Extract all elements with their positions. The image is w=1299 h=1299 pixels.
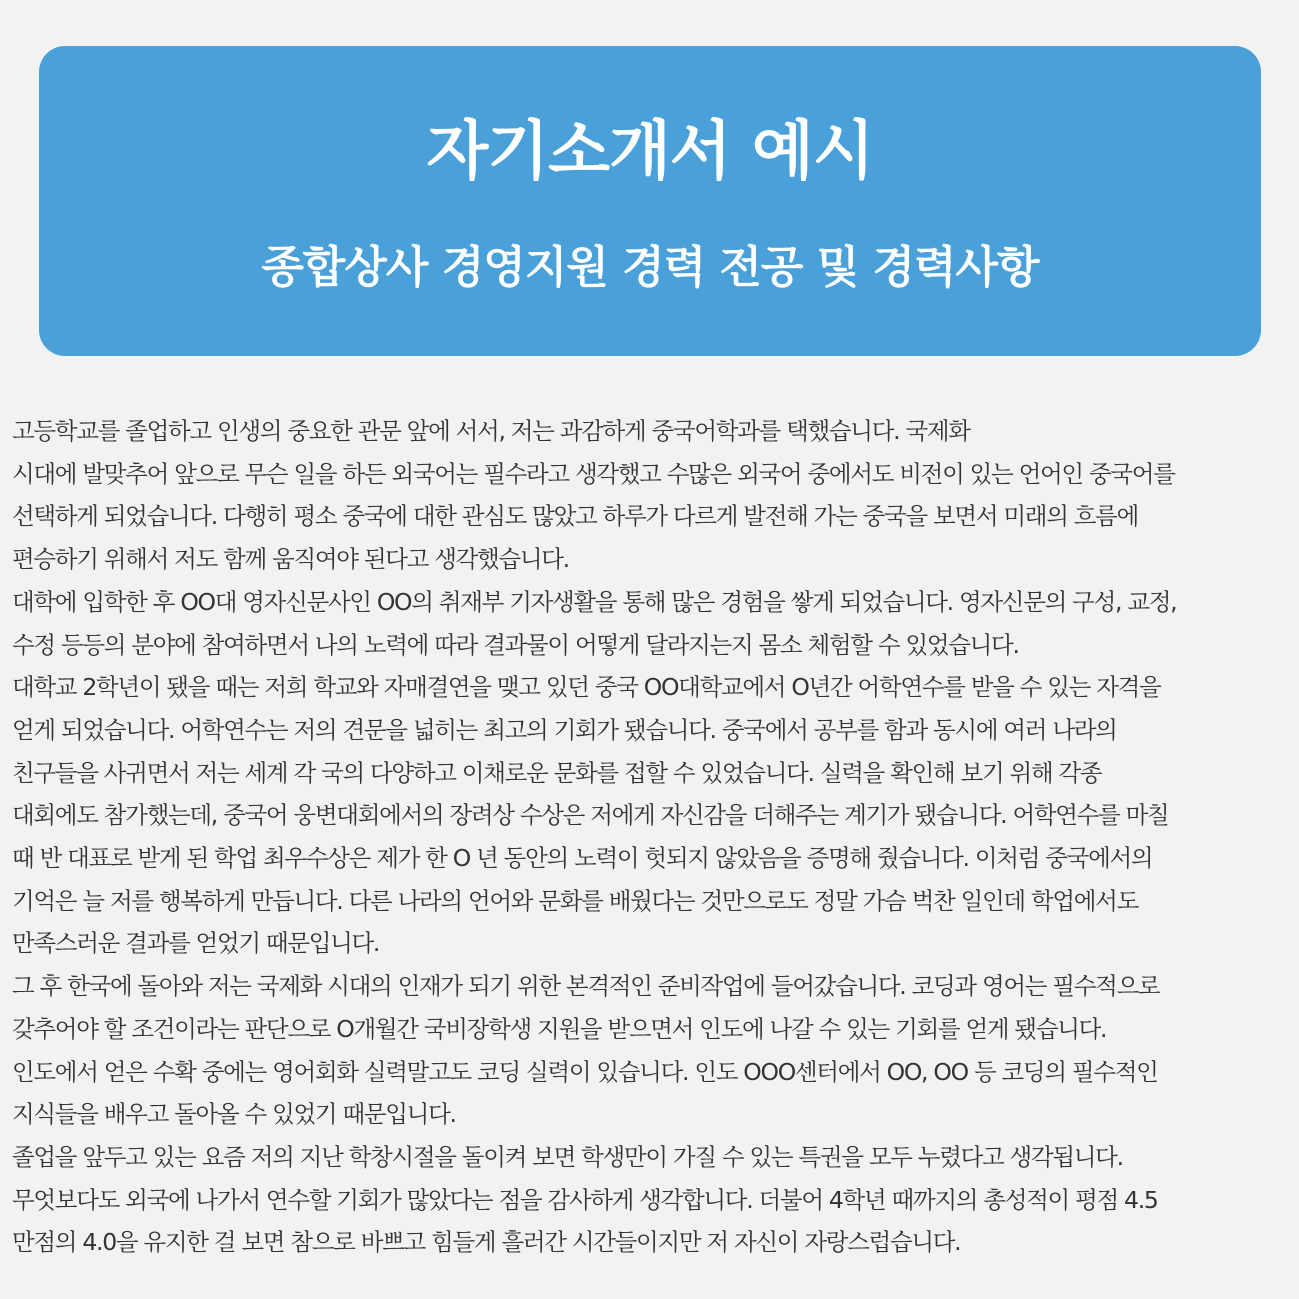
essay-line: 고등학교를 졸업하고 인생의 중요한 관문 앞에 서서, 저는 과감하게 중국어학과를 택했습니다. 국제화 bbox=[12, 417, 970, 445]
essay-line: 인도에서 얻은 수확 중에는 영어회화 실력말고도 코딩 실력이 있습니다. 인도 OOO센터에서 OO, OO 등 코딩의 필수적인 bbox=[12, 1057, 1158, 1086]
essay-line: 만족스러운 결과를 얻었기 때문입니다. bbox=[12, 929, 380, 958]
essay-line: 대회에도 참가했는데, 중국어 웅변대회에서의 장려상 수상은 저에게 자신감을 더해주는 계기가 됐습니다. 어학연수를 마칠 bbox=[12, 801, 1169, 830]
essay-line: 친구들을 사귀면서 저는 세계 각 국의 다양하고 이채로운 문화를 접할 수 있었습니다. 실력을 확인해 보기 위해 각종 bbox=[12, 758, 1102, 787]
essay-line: 시대에 발맞추어 앞으로 무슨 일을 하든 외국어는 필수라고 생각했고 수많은 외국어 중에서도 비전이 있는 언어인 중국어를 bbox=[12, 459, 1175, 488]
essay-line: 때 반 대표로 받게 된 학업 최우수상은 제가 한 O 년 동안의 노력이 헛되지 않았음을 증명해 줬습니다. 이처럼 중국에서의 bbox=[12, 844, 1153, 873]
essay-line: 대학에 입학한 후 OO대 영자신문사인 OO의 취재부 기자생활을 통해 많은 경험을 쌓게 되었습니다. 영자신문의 구성, 교정, bbox=[12, 587, 1177, 616]
essay-line: 만점의 4.0을 유지한 걸 보면 참으로 바쁘고 힘들게 흘러간 시간들이지만 저 자신이 자랑스럽습니다. bbox=[12, 1228, 961, 1257]
essay-body bbox=[12, 410, 1287, 1264]
essay-line: 무엇보다도 외국에 나가서 연수할 기회가 많았다는 점을 감사하게 생각합니다. 더불어 4학년 때까지의 총성적이 평점 4.5 bbox=[12, 1185, 1158, 1214]
essay-line: 대학교 2학년이 됐을 때는 저희 학교와 자매결연을 맺고 있던 중국 OO대학교에서 O년간 어학연수를 받을 수 있는 자격을 bbox=[12, 673, 1161, 702]
page-title: 자기소개서 예시 bbox=[426, 115, 874, 189]
essay-line: 기억은 늘 저를 행복하게 만듭니다. 다른 나라의 언어와 문화를 배웠다는 것만으로도 정말 가슴 벅찬 일인데 학업에서도 bbox=[12, 886, 1138, 915]
essay-line: 갖추어야 할 조건이라는 판단으로 O개월간 국비장학생 지원을 받으면서 인도에 나갈 수 있는 기회를 얻게 됐습니다. bbox=[12, 1014, 1107, 1043]
header-banner bbox=[39, 46, 1261, 356]
essay-line: 그 후 한국에 돌아와 저는 국제화 시대의 인재가 되기 위한 본격적인 준비작업에 들어갔습니다. 코딩과 영어는 필수적으로 bbox=[12, 972, 1160, 1001]
essay-line: 선택하게 되었습니다. 다행히 평소 중국에 대한 관심도 많았고 하루가 다르게 발전해 가는 중국을 보면서 미래의 흐름에 bbox=[12, 502, 1138, 531]
essay-line: 편승하기 위해서 저도 함께 움직여야 된다고 생각했습니다. bbox=[12, 545, 569, 574]
page-subtitle: 종합상사 경영지원 경력 전공 및 경력사항 bbox=[261, 242, 1039, 293]
essay-line: 얻게 되었습니다. 어학연수는 저의 견문을 넓히는 최고의 기회가 됐습니다. 중국에서 공부를 함과 동시에 여러 나라의 bbox=[12, 715, 1117, 744]
essay-line: 수정 등등의 분야에 참여하면서 나의 노력에 따라 결과물이 어떻게 달라지는지 몸소 체험할 수 있었습니다. bbox=[12, 630, 1019, 659]
essay-line: 지식들을 배우고 돌아올 수 있었기 때문입니다. bbox=[12, 1100, 456, 1129]
essay-line: 졸업을 앞두고 있는 요즘 저의 지난 학창시절을 돌이켜 보면 학생만이 가질 수 있는 특권을 모두 누렸다고 생각됩니다. bbox=[12, 1142, 1123, 1171]
